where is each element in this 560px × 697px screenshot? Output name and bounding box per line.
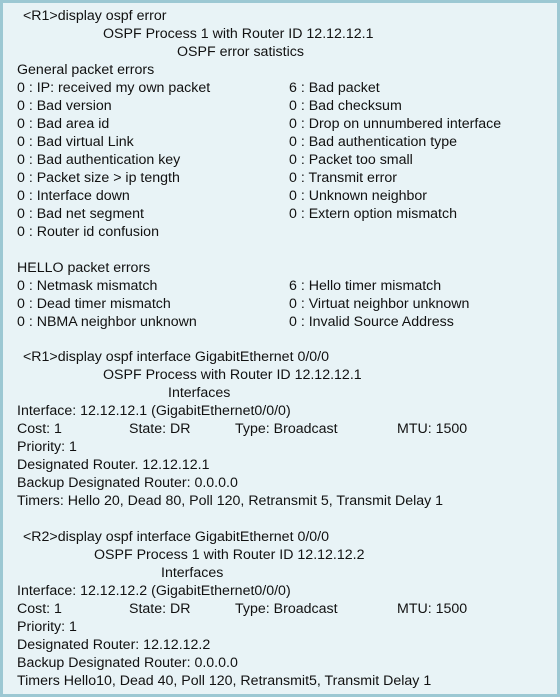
error-statistics-title: OSPF error satistics [177, 44, 304, 60]
error-row-left: 0 : Bad version [17, 98, 112, 114]
command-line-r1-interface: <R1>display ospf interface GigabitEthernet 0/0/0 [23, 349, 330, 365]
interfaces-label: Interfaces [161, 565, 224, 581]
ospf-process-line: OSPF Process 1 with Router ID 12.12.12.2 [94, 547, 365, 563]
error-row-right: 0 : Bad authentication type [289, 134, 458, 150]
mtu-value: MTU: 1500 [397, 601, 468, 617]
priority-value: Priority: 1 [17, 619, 77, 635]
timers-line: Timers Hello10, Dead 40, Poll 120, Retransmit5, Transmit Delay 1 [17, 673, 432, 689]
error-row-left: 0 : Bad area id [17, 116, 110, 132]
hello-row-right: 0 : Invalid Source Address [289, 314, 454, 330]
type-value: Type: Broadcast [235, 421, 338, 437]
error-row-left: 0 : Packet size > ip tength [17, 170, 180, 186]
command-line-r2-interface: <R2>display ospf interface GigabitEthernet 0/0/0 [23, 529, 330, 545]
designated-router: Designated Router. 12.12.12.1 [17, 457, 210, 473]
error-row-left: 0 : Bad virtual Link [17, 134, 134, 150]
error-row-right: 6 : Bad packet [289, 80, 380, 96]
state-value: State: DR [129, 421, 191, 437]
hello-row-right: 6 : Hello timer mismatch [289, 278, 442, 294]
timers-line: Timers: Hello 20, Dead 80, Poll 120, Retransmit 5, Transmit Delay 1 [17, 493, 444, 509]
mtu-value: MTU: 1500 [397, 421, 468, 437]
command-line-r1-error: <R1>display ospf error [23, 8, 167, 24]
error-row-left: 0 : Router id confusion [17, 224, 159, 240]
interface-line: Interface: 12.12.12.2 (GigabitEthernet0/0/0) [17, 583, 291, 599]
cost-value: Cost: 1 [17, 601, 62, 617]
error-row-left: 0 : IP: received my own packet [17, 80, 211, 96]
ospf-process-line: OSPF Process with Router ID 12.12.12.1 [103, 367, 362, 383]
interfaces-label: Interfaces [168, 385, 231, 401]
hello-row-left: 0 : Netmask mismatch [17, 278, 158, 294]
error-row-right: 0 : Transmit error [289, 170, 398, 186]
designated-router: Designated Router: 12.12.12.2 [17, 637, 211, 653]
error-row-left: 0 : Interface down [17, 188, 130, 204]
error-row-right: 0 : Extern option mismatch [289, 206, 457, 222]
error-row-right: 0 : Packet too small [289, 152, 413, 168]
error-row-left: 0 : Bad authentication key [17, 152, 181, 168]
hello-row-left: 0 : Dead timer mismatch [17, 296, 171, 312]
backup-designated-router: Backup Designated Router: 0.0.0.0 [17, 655, 238, 671]
backup-designated-router: Backup Designated Router: 0.0.0.0 [17, 475, 238, 491]
hello-row-left: 0 : NBMA neighbor unknown [17, 314, 197, 330]
error-row-right: 0 : Bad checksum [289, 98, 402, 114]
error-row-right: 0 : Unknown neighbor [289, 188, 428, 204]
cost-value: Cost: 1 [17, 421, 62, 437]
type-value: Type: Broadcast [235, 601, 338, 617]
error-row-right: 0 : Drop on unnumbered interface [289, 116, 502, 132]
hello-errors-header: HELLO packet errors [17, 260, 151, 276]
general-errors-header: General packet errors [17, 62, 155, 78]
ospf-process-line: OSPF Process 1 with Router ID 12.12.12.1 [103, 26, 374, 42]
state-value: State: DR [129, 601, 191, 617]
priority-value: Priority: 1 [17, 439, 77, 455]
hello-row-right: 0 : Virtuat neighbor unknown [289, 296, 470, 312]
interface-line: Interface: 12.12.12.1 (GigabitEthernet0/0/0) [17, 403, 291, 419]
error-row-left: 0 : Bad net segment [17, 206, 144, 222]
